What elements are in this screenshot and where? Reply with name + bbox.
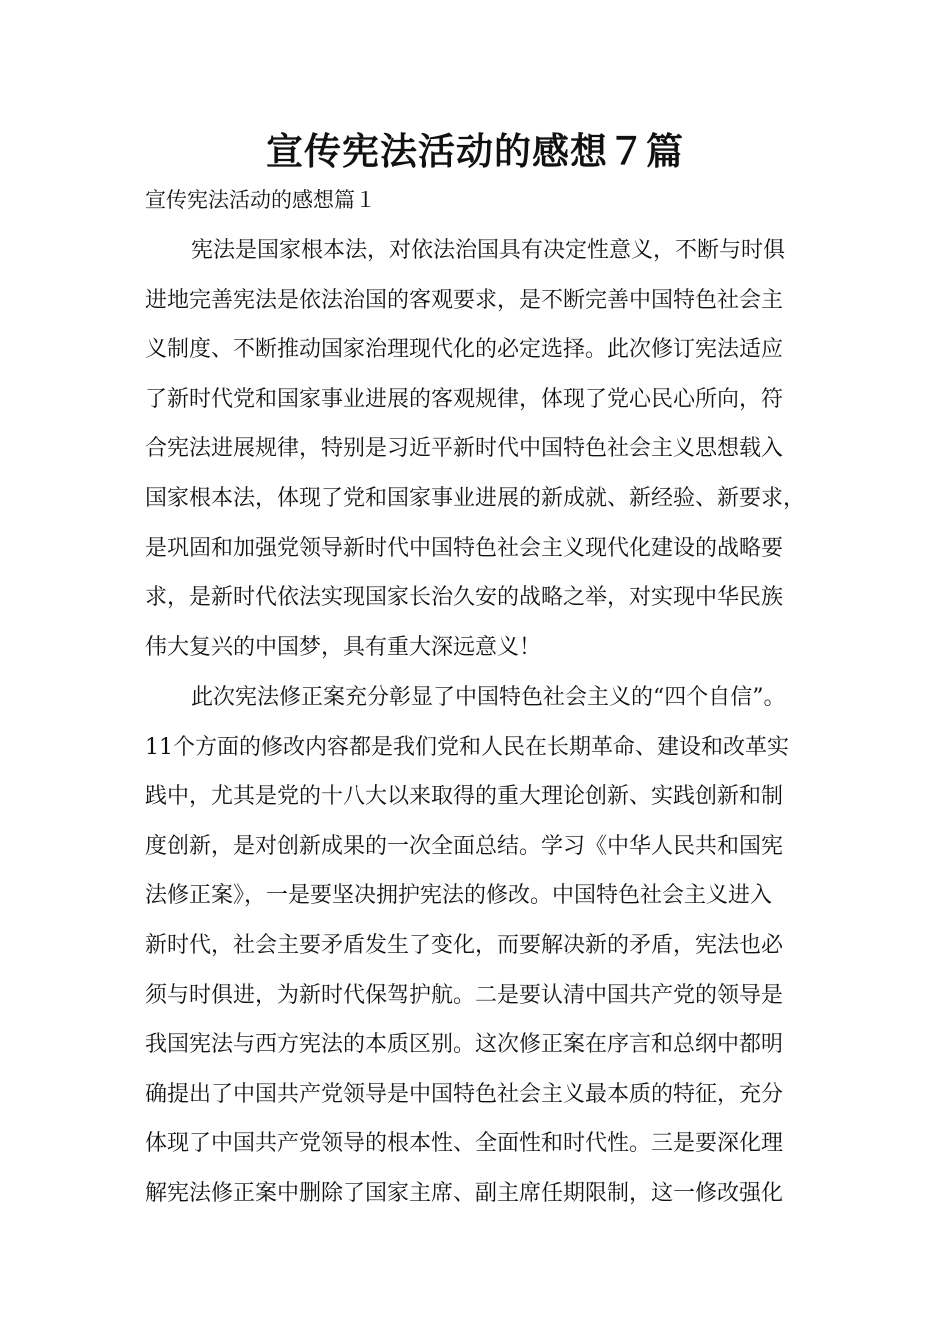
text-line: 须与时俱进，为新时代保驾护航。二是要认清中国共产党的领导是 [145,982,784,1008]
text-line: 义制度、不断推动国家治理现代化的必定选择。此次修订宪法适应 [145,337,784,363]
text-line: 求，是新时代依法实现国家长治久安的战略之举，对实现中华民族 [145,585,784,611]
paragraph-1 [145,226,835,672]
text-line: 我国宪法与西方宪法的本质区别。这次修正案在序言和总纲中都明 [145,1032,784,1058]
text-line: 此次宪法修正案充分彰显了中国特色社会主义的“四个自信”。 [191,685,786,710]
text-line: 了新时代党和国家事业进展的客观规律，体现了党心民心所向，符 [145,386,784,412]
paragraph-2 [145,673,835,1219]
text-line: 11个方面的修改内容都是我们党和人民在长期革命、建设和改革实 [145,734,789,760]
text-line: 合宪法进展规律，特别是习近平新时代中国特色社会主义思想载入 [145,436,784,462]
text-line: 国家根本法，体现了党和国家事业进展的新成就、新经验、新要求， [145,485,806,511]
text-line: 度创新，是对创新成果的一次全面总结。学习《中华人民共和国宪 [145,833,784,859]
text-line: 进地完善宪法是依法治国的客观要求，是不断完善中国特色社会主 [145,287,784,313]
text-line: 宪法是国家根本法，对依法治国具有决定性意义，不断与时俱 [191,238,786,263]
text-line: 伟大复兴的中国梦，具有重大深远意义！ [145,634,542,660]
document-title: 宣传宪法活动的感想７篇 [266,130,684,173]
section-heading: 宣传宪法活动的感想篇１ [145,188,376,212]
text-line: 新时代，社会主要矛盾发生了变化，而要解决新的矛盾，宪法也必 [145,932,784,958]
text-line: 确提出了中国共产党领导是中国特色社会主义最本质的特征，充分 [145,1081,784,1107]
text-line: 是巩固和加强党领导新时代中国特色社会主义现代化建设的战略要 [145,535,784,561]
text-line: 体现了中国共产党领导的根本性、全面性和时代性。三是要深化理 [145,1131,784,1157]
text-line: 践中，尤其是党的十八大以来取得的重大理论创新、实践创新和制 [145,784,784,810]
text-line: 法修正案》，一是要坚决拥护宪法的修改。中国特色社会主义进入 [145,883,773,909]
text-line: 解宪法修正案中删除了国家主席、副主席任期限制，这一修改强化 [145,1180,784,1206]
